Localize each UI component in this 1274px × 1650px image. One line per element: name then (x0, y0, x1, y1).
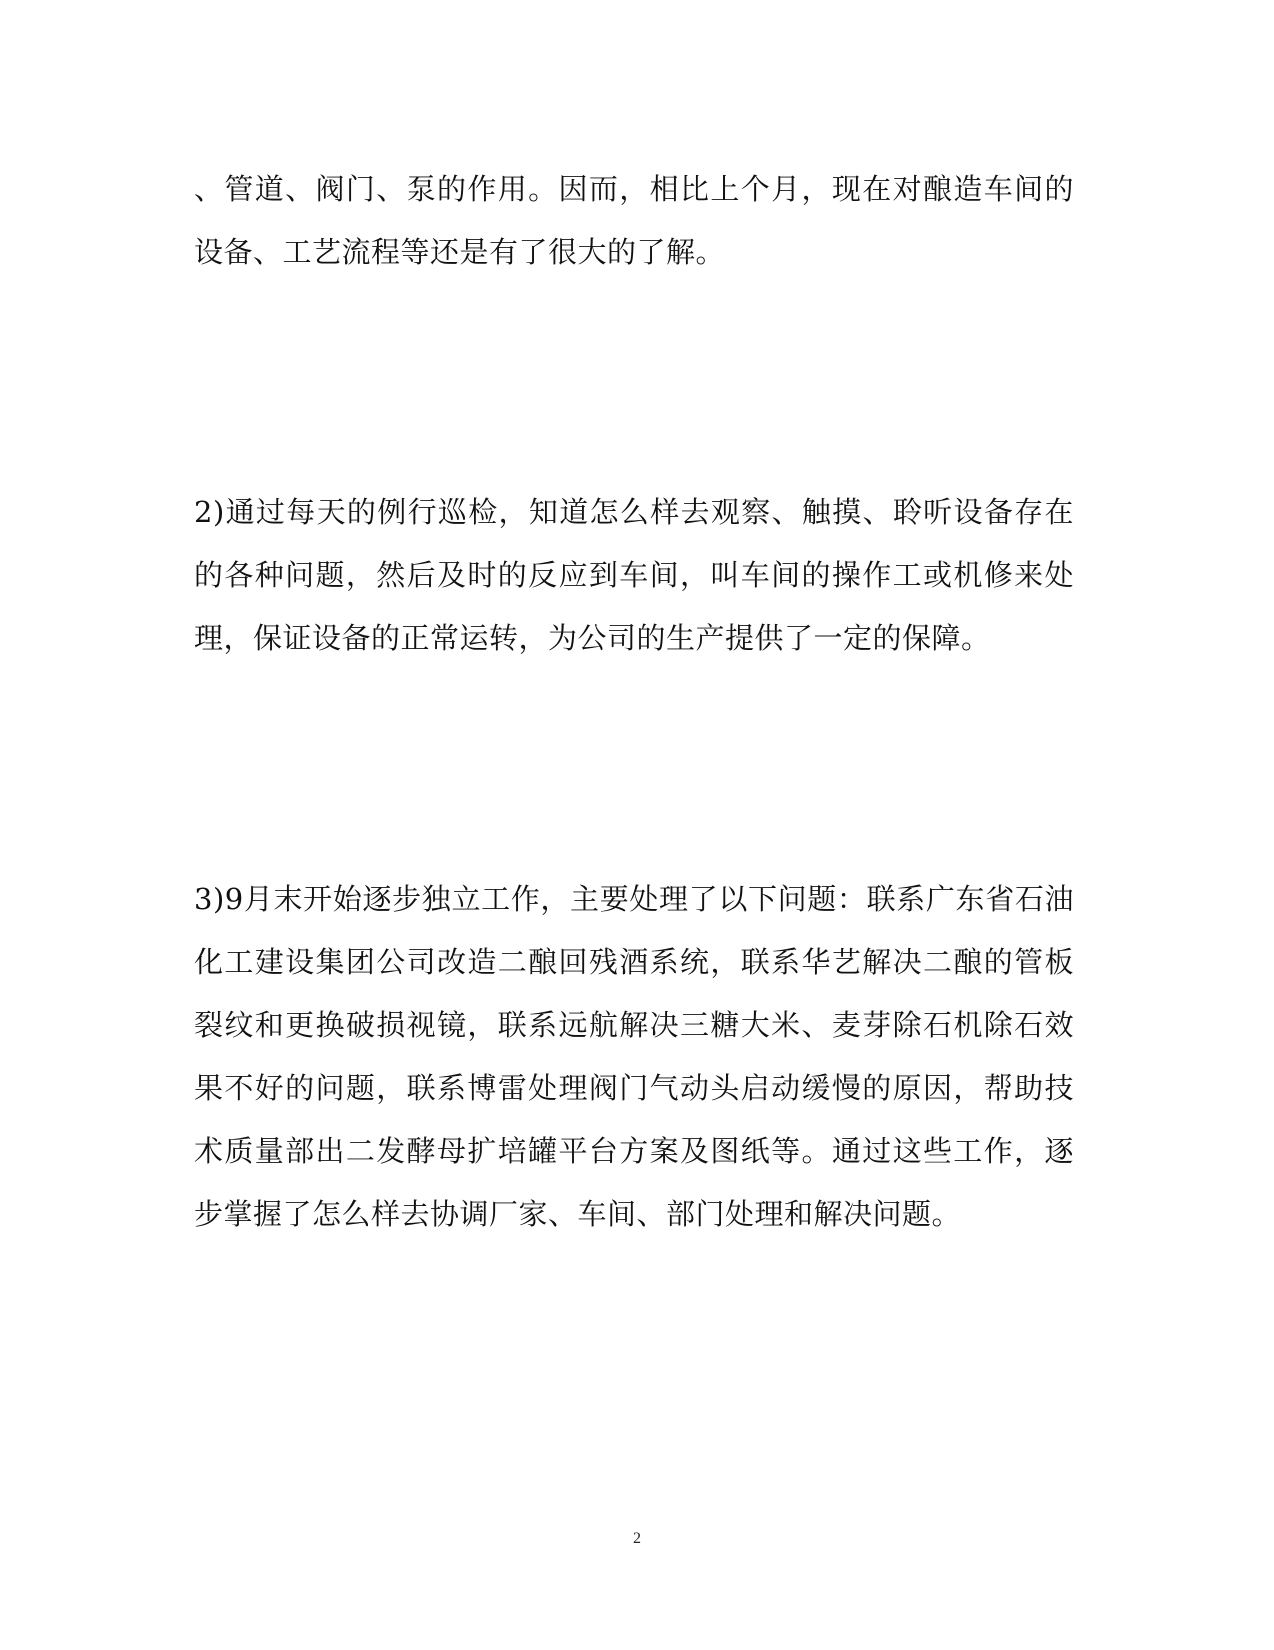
paragraph-independent-work: 3)9月末开始逐步独立工作，主要处理了以下问题：联系广东省石油化工建设集团公司改造二酿回残酒系统，联系华艺解决二酿的管板裂纹和更换破损视镜，联系远航解决三糖大米、麦芽除石机除石效果不好的问题，联系博雷处理阀门气动头启动缓慢的原因，帮助技术质量部出二发酵母扩培罐平台方案及图纸等。通过这些工作，逐步掌握了怎么样去协调厂家、车间、部门处理和解决问题。 (194, 882, 1074, 1231)
page-number: 2 (633, 1530, 641, 1547)
paragraph-equipment-understanding: 、管道、阀门、泵的作用。因而，相比上个月，现在对酿造车间的设备、工艺流程等还是有了很大的了解。 (194, 172, 1074, 269)
paragraph-routine-inspection: 2)通过每天的例行巡检，知道怎么样去观察、触摸、聆听设备存在的各种问题，然后及时的反应到车间，叫车间的操作工或机修来处理，保证设备的正常运转，为公司的生产提供了一定的保障。 (194, 495, 1074, 655)
